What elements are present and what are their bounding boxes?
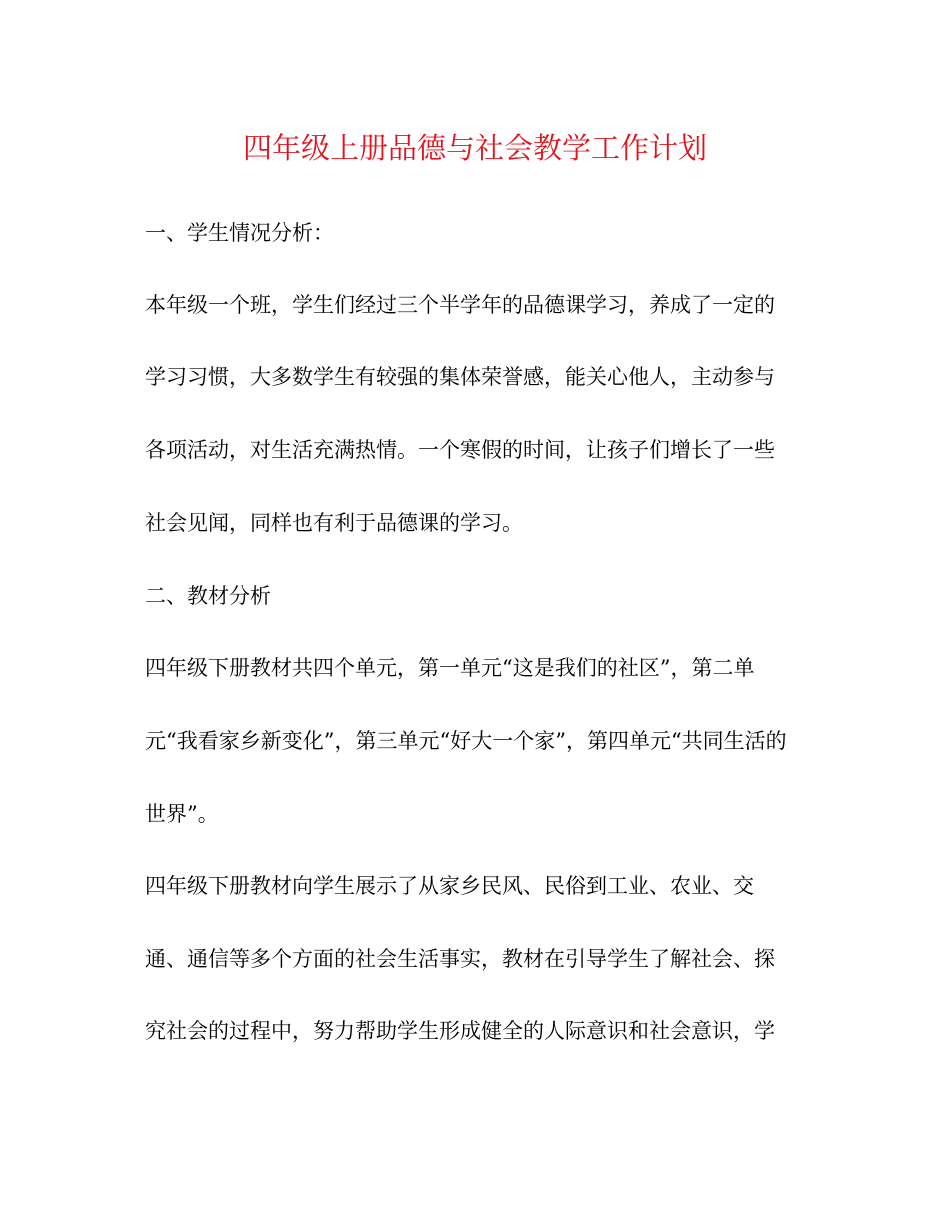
paragraph-line: 通、通信等多个方面的社会生活事实，教材在引导学生了解社会、探 [145,947,775,971]
paragraph-line: 各项活动，对生活充满热情。一个寒假的时间，让孩子们增长了一些 [145,438,775,462]
paragraph-line: 元“我看家乡新变化”，第三单元“好大一个家”，第四单元“共同生活的 [145,729,787,753]
document-title: 四年级上册品德与社会教学工作计划 [242,131,707,165]
paragraph-line: 社会见闻，同样也有利于品德课的学习。 [145,511,523,535]
paragraph-line: 四年级下册教材向学生展示了从家乡民风、民俗到工业、农业、交 [145,874,754,898]
section-heading-student-analysis: 一、学生情况分析： [145,221,334,245]
paragraph-line: 世界”。 [145,802,219,826]
paragraph-line: 究社会的过程中，努力帮助学生形成健全的人际意识和社会意识，学 [145,1019,775,1043]
paragraph-line: 本年级一个班，学生们经过三个半学年的品德课学习，养成了一定的 [145,293,775,317]
paragraph-line: 学习习惯，大多数学生有较强的集体荣誉感，能关心他人，主动参与 [145,365,775,389]
paragraph-line: 四年级下册教材共四个单元，第一单元“这是我们的社区”，第二单 [145,656,755,680]
section-heading-textbook-analysis: 二、教材分析 [145,584,271,608]
